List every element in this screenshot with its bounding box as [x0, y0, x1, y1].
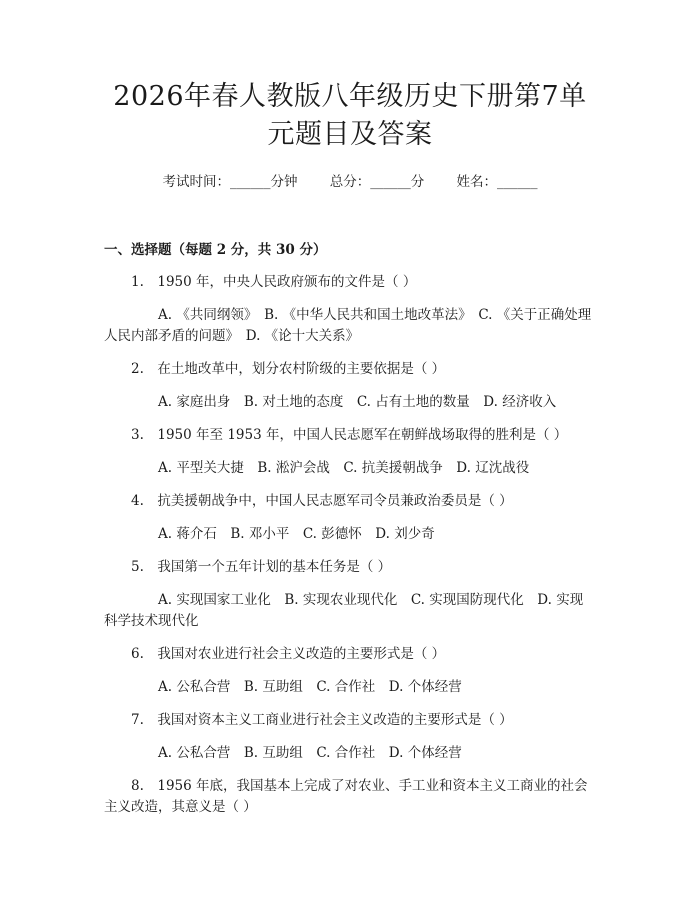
question-stem: 6. 我国对农业进行社会主义改造的主要形式是（ ） — [131, 646, 446, 662]
exam-meta — [104, 172, 596, 192]
question-options: A. 实现国家工业化 B. 实现农业现代化 C. 实现国防现代化 D. 实现科学技术现代化 — [104, 592, 584, 629]
total-score-field: 总分：______分 — [329, 174, 425, 190]
question-options: A. 《共同纲领》 B. 《中华人民共和国土地改革法》 C. 《关于正确处理人民内部矛盾的问题》 D. 《论十大关系》 — [104, 307, 592, 344]
question-options: A. 公私合营 B. 互助组 C. 合作社 D. 个体经营 — [158, 745, 462, 761]
question-5 — [104, 557, 596, 632]
question-3 — [104, 425, 596, 479]
question-8 — [104, 776, 596, 818]
question-6 — [104, 644, 596, 698]
question-stem: 8. 1956 年底，我国基本上完成了对农业、手工业和资本主义工商业的社会主义改造，其意义是（ ） — [104, 778, 588, 815]
question-stem: 7. 我国对资本主义工商业进行社会主义改造的主要形式是（ ） — [131, 712, 513, 728]
question-stem: 2. 在土地改革中，划分农村阶级的主要依据是（ ） — [131, 361, 446, 377]
question-options: A. 家庭出身 B. 对土地的态度 C. 占有土地的数量 D. 经济收入 — [158, 394, 557, 410]
question-1 — [104, 272, 596, 347]
question-options: A. 公私合营 B. 互助组 C. 合作社 D. 个体经营 — [158, 679, 462, 695]
question-stem: 5. 我国第一个五年计划的基本任务是（ ） — [131, 559, 392, 575]
student-name-field: 姓名：______ — [456, 174, 538, 190]
question-4 — [104, 491, 596, 545]
exam-time-field: 考试时间：______分钟 — [162, 174, 298, 190]
question-options: A. 平型关大捷 B. 淞沪会战 C. 抗美援朝战争 D. 辽沈战役 — [158, 460, 530, 476]
section-heading: 一、选择题（每题 2 分，共 30 分） — [104, 242, 327, 258]
question-stem: 3. 1950 年至 1953 年，中国人民志愿军在朝鲜战场取得的胜利是（ ） — [131, 427, 568, 443]
question-2 — [104, 359, 596, 413]
document-title: 2026年春人教版八年级历史下册第7单元题目及答案 — [113, 81, 587, 150]
question-stem: 1. 1950 年，中央人民政府颁布的文件是（ ） — [131, 274, 417, 290]
question-7 — [104, 710, 596, 764]
question-options: A. 蒋介石 B. 邓小平 C. 彭德怀 D. 刘少奇 — [158, 526, 435, 542]
question-stem: 4. 抗美援朝战争中，中国人民志愿军司令员兼政治委员是（ ） — [131, 493, 513, 509]
